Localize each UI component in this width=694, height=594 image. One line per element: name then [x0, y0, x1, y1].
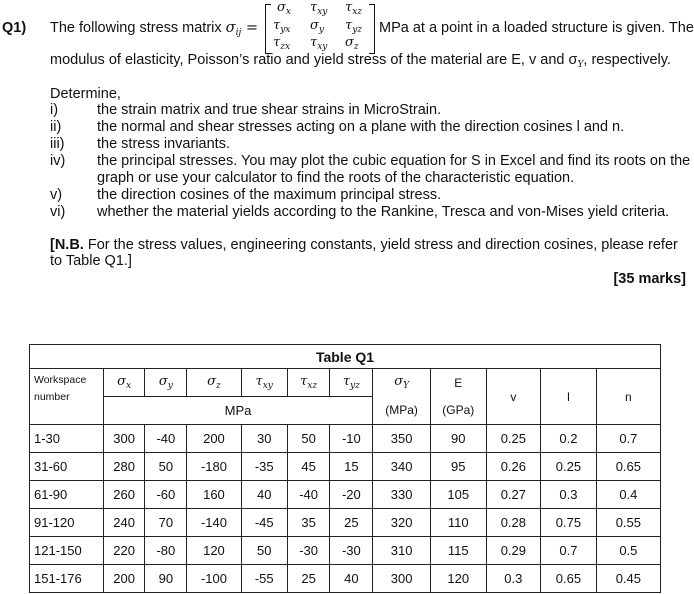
- table-cell-ws: 151-176: [30, 565, 104, 593]
- workspace-label-1: Workspace: [34, 374, 87, 386]
- table-cell-l: 0.65: [541, 565, 597, 593]
- matrix-right-bracket: [369, 4, 375, 54]
- table-cell-ws: 121-150: [30, 537, 104, 565]
- table-cell-n: 0.4: [596, 481, 660, 509]
- list-item-num: iii): [50, 136, 65, 152]
- list-item-num: i): [50, 102, 59, 118]
- list-item: [0, 136, 694, 154]
- table-cell-n: 0.45: [596, 565, 660, 593]
- matrix-tau-yz: $\tau_{yz}$: [345, 18, 363, 35]
- header-sigma-z: $\sigma_z$: [187, 369, 242, 397]
- table-cell-sy: -80: [145, 537, 187, 565]
- table-q1: [29, 344, 661, 593]
- matrix-sigma-x: $\sigma_x$: [277, 0, 291, 17]
- table-cell-tyz: -10: [330, 425, 373, 453]
- list-item: [0, 153, 694, 171]
- table-cell-sz: -100: [187, 565, 242, 593]
- list-item-text: the stress invariants.: [97, 136, 230, 152]
- table-cell-tyz: 40: [330, 565, 373, 593]
- table-cell-tyz: 15: [330, 453, 373, 481]
- nb-note-line-2: to Table Q1.]: [50, 253, 132, 269]
- table-cell-sY: 330: [373, 481, 431, 509]
- table-cell-E: 105: [430, 481, 486, 509]
- list-item: [0, 170, 694, 188]
- matrix-tau-xy: $\tau_{xy}$: [310, 0, 328, 17]
- matrix-sigma-y: $\sigma_y$: [310, 18, 324, 35]
- table-cell-tyz: -30: [330, 537, 373, 565]
- table-cell-v: 0.25: [486, 425, 541, 453]
- table-cell-tyz: 25: [330, 509, 373, 537]
- table-cell-sY: 300: [373, 565, 431, 593]
- table-cell-txz: -30: [287, 537, 330, 565]
- header-tau-xz: $\tau_{xz}$: [287, 369, 330, 397]
- sigma-ij-symbol: $\sigma_{ij}$ =: [225, 20, 259, 38]
- list-item: [0, 119, 694, 137]
- header-e: E: [430, 369, 486, 397]
- table-cell-l: 0.3: [541, 481, 597, 509]
- header-tau-xy: $\tau_{xy}$: [241, 369, 287, 397]
- header-sigma-yield: $\sigma_Y$: [373, 369, 431, 397]
- list-item-text: the direction cosines of the maximum principal stress.: [97, 187, 442, 203]
- marks-label: [35 marks]: [613, 271, 686, 287]
- workspace-label-2: number: [34, 391, 70, 403]
- table-cell-v: 0.26: [486, 453, 541, 481]
- table-cell-sz: 160: [187, 481, 242, 509]
- table-cell-txy: 40: [241, 481, 287, 509]
- table-cell-E: 110: [430, 509, 486, 537]
- table-cell-sx: 200: [103, 565, 145, 593]
- header-n: n: [596, 369, 660, 425]
- sigma-y-subscript: Y: [577, 60, 584, 70]
- table-cell-sx: 280: [103, 453, 145, 481]
- table-cell-sY: 350: [373, 425, 431, 453]
- table-cell-txz: 35: [287, 509, 330, 537]
- table-cell-sz: -140: [187, 509, 242, 537]
- list-item-num: v): [50, 187, 63, 203]
- table-cell-sy: 70: [145, 509, 187, 537]
- table-cell-txy: -45: [241, 509, 287, 537]
- table-cell-sx: 240: [103, 509, 145, 537]
- table-cell-txy: 30: [241, 425, 287, 453]
- header-sigma-y: $\sigma_y$: [145, 369, 187, 397]
- table-cell-E: 115: [430, 537, 486, 565]
- list-item: [0, 102, 694, 120]
- table-row: [30, 537, 661, 565]
- intro-text: [50, 20, 258, 38]
- header-l: l: [541, 369, 597, 425]
- matrix-tau-yx: $\tau_{yx}$: [273, 18, 291, 35]
- table-row: [30, 453, 661, 481]
- table-cell-v: 0.3: [486, 565, 541, 593]
- table-cell-n: 0.55: [596, 509, 660, 537]
- table-cell-n: 0.7: [596, 425, 660, 453]
- table-cell-sY: 310: [373, 537, 431, 565]
- table-row: [30, 565, 661, 593]
- table-row: [30, 425, 661, 453]
- table-cell-E: 120: [430, 565, 486, 593]
- list-item-text: whether the material yields according to the Rankine, Tresca and von-Mises yield criteria.: [97, 204, 670, 220]
- header-v: v: [486, 369, 541, 425]
- table-cell-sz: -180: [187, 453, 242, 481]
- table-cell-v: 0.29: [486, 537, 541, 565]
- table-cell-v: 0.28: [486, 509, 541, 537]
- intro-line-2: [50, 52, 671, 70]
- intro-before-matrix: The following stress matrix: [50, 20, 222, 36]
- header-e-unit: (GPa): [430, 397, 486, 425]
- table-cell-sy: -60: [145, 481, 187, 509]
- table-cell-ws: 31-60: [30, 453, 104, 481]
- list-item-num: ii): [50, 119, 62, 135]
- matrix-tau-zx: $\tau_{zx}$: [273, 35, 291, 52]
- table-cell-txy: -55: [241, 565, 287, 593]
- table-cell-txz: 50: [287, 425, 330, 453]
- matrix-tau-xy-2: $\tau_{xy}$: [310, 35, 328, 52]
- table-cell-l: 0.75: [541, 509, 597, 537]
- table-title: Table Q1: [30, 345, 661, 369]
- list-item-text: the principal stresses. You may plot the cubic equation for S in Excel and find its roots on the: [97, 153, 691, 169]
- list-item: [0, 187, 694, 205]
- intro-line-2-end: , respectively.: [583, 52, 671, 68]
- nb-text: For the stress values, engineering constants, yield stress and direction cosines, please refer: [83, 237, 678, 253]
- table-cell-sx: 220: [103, 537, 145, 565]
- table-cell-sy: 90: [145, 565, 187, 593]
- matrix-left-bracket: [265, 4, 271, 54]
- table-cell-l: 0.7: [541, 537, 597, 565]
- table-cell-ws: 91-120: [30, 509, 104, 537]
- determine-label: Determine,: [50, 86, 121, 102]
- table-cell-tyz: -20: [330, 481, 373, 509]
- header-sigma-x: $\sigma_x$: [103, 369, 145, 397]
- matrix-sigma-z: $\sigma_z$: [345, 35, 359, 52]
- table-cell-sz: 120: [187, 537, 242, 565]
- table-cell-sz: 200: [187, 425, 242, 453]
- table-cell-v: 0.27: [486, 481, 541, 509]
- list-item-text: the strain matrix and true shear strains in MicroStrain.: [97, 102, 442, 118]
- table-cell-txz: -40: [287, 481, 330, 509]
- table-row: [30, 509, 661, 537]
- nb-label: [N.B.: [50, 237, 84, 253]
- table-cell-E: 90: [430, 425, 486, 453]
- table-cell-sx: 300: [103, 425, 145, 453]
- list-item-num: vi): [50, 204, 66, 220]
- table-cell-txy: 50: [241, 537, 287, 565]
- table-cell-txz: 45: [287, 453, 330, 481]
- list-item-num: iv): [50, 153, 66, 169]
- table-cell-ws: 1-30: [30, 425, 104, 453]
- list-item-text: the normal and shear stresses acting on a plane with the direction cosines l and n.: [97, 119, 625, 135]
- intro-line-2-text: modulus of elasticity, Poisson’s ratio and yield stress of the material are E, v and σ: [50, 52, 578, 68]
- table-cell-n: 0.5: [596, 537, 660, 565]
- matrix-tau-xz: $\tau_{xz}$: [345, 0, 363, 17]
- table-cell-sY: 320: [373, 509, 431, 537]
- table-cell-l: 0.2: [541, 425, 597, 453]
- table-cell-sx: 260: [103, 481, 145, 509]
- intro-after-matrix: MPa at a point in a loaded structure is given. The: [379, 20, 694, 36]
- table-cell-txy: -35: [241, 453, 287, 481]
- table-cell-txz: 25: [287, 565, 330, 593]
- table-cell-n: 0.65: [596, 453, 660, 481]
- list-item: [0, 204, 694, 222]
- table-cell-sY: 340: [373, 453, 431, 481]
- list-item-text: graph or use your calculator to find the roots of the characteristic equation.: [97, 170, 575, 186]
- table-cell-sy: -40: [145, 425, 187, 453]
- stress-matrix: [265, 0, 375, 54]
- table-cell-sy: 50: [145, 453, 187, 481]
- workspace-header: [30, 369, 104, 425]
- table-cell-ws: 61-90: [30, 481, 104, 509]
- table-cell-E: 95: [430, 453, 486, 481]
- header-mpa: MPa: [103, 397, 372, 425]
- table-row: [30, 481, 661, 509]
- table-cell-l: 0.25: [541, 453, 597, 481]
- header-sigma-yield-unit: (MPa): [373, 397, 431, 425]
- nb-note: [50, 237, 678, 253]
- header-tau-yz: $\tau_{yz}$: [330, 369, 373, 397]
- question-number: Q1): [2, 20, 27, 36]
